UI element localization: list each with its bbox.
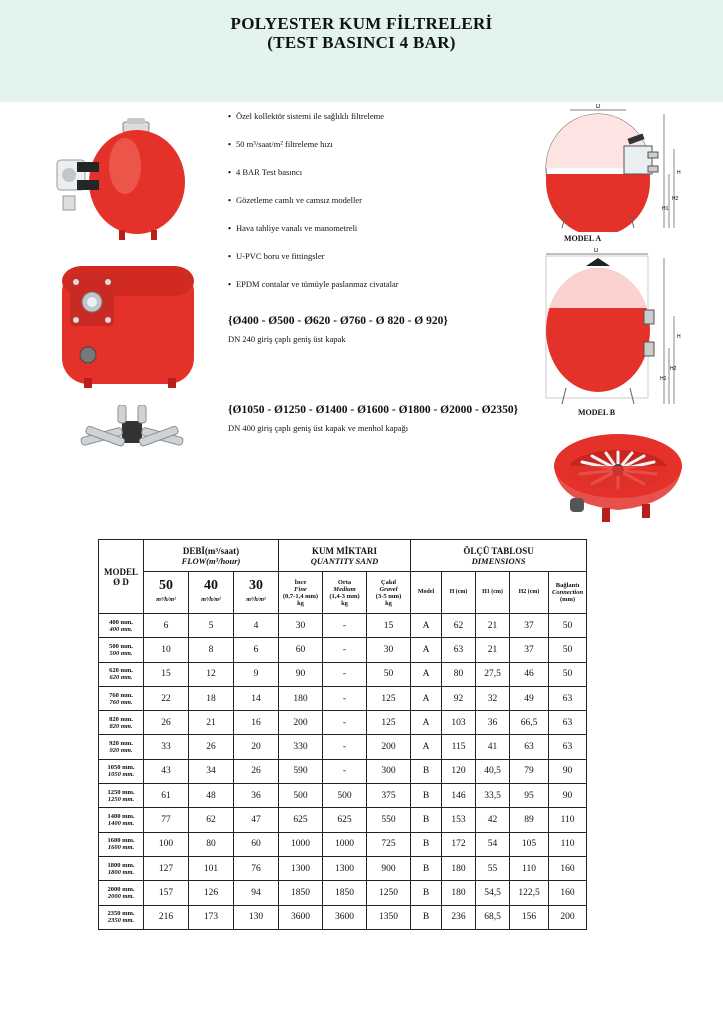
spec-table — [98, 539, 587, 930]
feature-list — [228, 110, 528, 306]
table-cell: 6 — [144, 614, 189, 638]
table-cell: 36 — [234, 784, 279, 808]
table-cell: 55 — [476, 856, 510, 880]
table-row — [99, 784, 587, 808]
table-cell: 216 — [144, 905, 189, 929]
model-a-diagram — [536, 104, 686, 232]
table-cell: 20 — [234, 735, 279, 759]
model-header: MODEL Ø D — [99, 540, 144, 614]
table-cell: 21 — [189, 711, 234, 735]
table-cell: B — [411, 905, 442, 929]
table-cell: 90 — [549, 759, 587, 783]
table-cell: 200 — [549, 905, 587, 929]
row-model-cell: 1800 mm. 1800 mm. — [99, 856, 144, 880]
table-cell: 50 — [549, 662, 587, 686]
table-cell: 900 — [367, 856, 411, 880]
table-cell: 180 — [442, 881, 476, 905]
table-cell: 26 — [234, 759, 279, 783]
dim-d-label: D — [594, 248, 599, 254]
table-cell: 18 — [189, 686, 234, 710]
table-cell: B — [411, 808, 442, 832]
table-cell: 1300 — [323, 856, 367, 880]
feature-item: • Gözetleme camlı ve camsız modeller — [228, 195, 363, 205]
row-model-cell: 920 mm. 920 mm. — [99, 735, 144, 759]
table-cell: 90 — [279, 662, 323, 686]
table-cell: 54,5 — [476, 881, 510, 905]
table-cell: 33,5 — [476, 784, 510, 808]
table-cell: 12 — [189, 662, 234, 686]
dim-h-label: H — [677, 170, 681, 176]
table-cell: 40,5 — [476, 759, 510, 783]
flow-col-header: 40 m³/h/m² — [189, 572, 234, 614]
sand-col-header: İnce Fine (0,7-1,4 mm) kg — [279, 572, 323, 614]
table-cell: 21 — [476, 614, 510, 638]
table-cell: 89 — [510, 808, 549, 832]
table-cell: 156 — [510, 905, 549, 929]
table-cell: 22 — [144, 686, 189, 710]
table-cell: 500 — [323, 784, 367, 808]
table-cell: 172 — [442, 832, 476, 856]
row-model-cell: 2000 mm. 2000 mm. — [99, 881, 144, 905]
table-row — [99, 832, 587, 856]
feature-item: • Özel kollektör sistemi ile sağlıklı filtreleme — [228, 111, 384, 121]
table-cell: 63 — [549, 686, 587, 710]
table-cell: 1000 — [323, 832, 367, 856]
group-b-sizes: {Ø1050 - Ø1250 - Ø1400 - Ø1600 - Ø1800 - Ø2000 - Ø2350} — [228, 404, 519, 416]
table-cell: 46 — [510, 662, 549, 686]
table-cell: - — [323, 638, 367, 662]
table-cell: 80 — [189, 832, 234, 856]
group-b-note: DN 400 giriş çaplı geniş üst kapak ve menhol kapağı — [228, 423, 409, 433]
row-model-cell: 2350 mm. 2350 mm. — [99, 905, 144, 929]
dim-h2-label: H2 — [672, 196, 679, 202]
table-cell: - — [323, 735, 367, 759]
table-cell: 146 — [442, 784, 476, 808]
table-cell: 1250 — [367, 881, 411, 905]
table-cell: 130 — [234, 905, 279, 929]
table-cell: 60 — [279, 638, 323, 662]
table-cell: 725 — [367, 832, 411, 856]
table-cell: 34 — [189, 759, 234, 783]
row-model-cell: 760 mm. 760 mm. — [99, 686, 144, 710]
dim-h1-label: H1 — [660, 376, 667, 382]
table-cell: 90 — [549, 784, 587, 808]
table-cell: - — [323, 759, 367, 783]
feature-item: • EPDM contalar ve tümüyle paslanmaz civatalar — [228, 279, 399, 289]
table-cell: 50 — [367, 662, 411, 686]
dim-h1-label: H1 — [662, 206, 669, 212]
table-cell: 63 — [549, 711, 587, 735]
dim-h-label: H — [677, 334, 681, 340]
table-cell: 375 — [367, 784, 411, 808]
table-cell: 9 — [234, 662, 279, 686]
table-cell: 95 — [510, 784, 549, 808]
table-cell: B — [411, 784, 442, 808]
table-cell: B — [411, 856, 442, 880]
filter-top-mount-image — [58, 260, 198, 390]
table-cell: 157 — [144, 881, 189, 905]
table-row — [99, 905, 587, 929]
table-cell: 110 — [510, 856, 549, 880]
table-cell: 330 — [279, 735, 323, 759]
table-cell: 79 — [510, 759, 549, 783]
table-cell: B — [411, 881, 442, 905]
table-cell: 43 — [144, 759, 189, 783]
table-cell: 122,5 — [510, 881, 549, 905]
row-model-cell: 1050 mm. 1050 mm. — [99, 759, 144, 783]
filter-bowl-image — [552, 432, 684, 526]
table-row — [99, 881, 587, 905]
model-b-caption: MODEL B — [578, 408, 616, 417]
table-cell: 125 — [367, 711, 411, 735]
row-model-cell: 500 mm. 500 mm. — [99, 638, 144, 662]
table-cell: 8 — [189, 638, 234, 662]
table-cell: 15 — [144, 662, 189, 686]
row-model-cell: 820 mm. 820 mm. — [99, 711, 144, 735]
table-cell: 127 — [144, 856, 189, 880]
table-row — [99, 711, 587, 735]
page-subtitle: (TEST BASINCI 4 BAR) — [267, 33, 456, 52]
table-cell: 500 — [279, 784, 323, 808]
table-cell: 101 — [189, 856, 234, 880]
table-cell: 1300 — [279, 856, 323, 880]
table-cell: 33 — [144, 735, 189, 759]
table-cell: 26 — [189, 735, 234, 759]
table-row — [99, 662, 587, 686]
model-b-diagram — [536, 248, 686, 408]
table-cell: 49 — [510, 686, 549, 710]
table-cell: 4 — [234, 614, 279, 638]
table-cell: 3600 — [323, 905, 367, 929]
row-model-cell: 1250 mm. 1250 mm. — [99, 784, 144, 808]
table-cell: 62 — [189, 808, 234, 832]
table-cell: 77 — [144, 808, 189, 832]
feature-item: • 50 m³/saat/m² filtreleme hızı — [228, 139, 333, 149]
filter-side-mount-image — [55, 118, 185, 243]
flow-col-header: 30 m³/h/m² — [234, 572, 279, 614]
table-cell: 10 — [144, 638, 189, 662]
table-cell: 180 — [442, 856, 476, 880]
group-a-note: DN 240 giriş çaplı geniş üst kapak — [228, 334, 346, 344]
table-cell: 125 — [367, 686, 411, 710]
table-cell: 236 — [442, 905, 476, 929]
table-cell: 37 — [510, 638, 549, 662]
table-cell: 42 — [476, 808, 510, 832]
dim-col-header: H (cm) — [442, 572, 476, 614]
table-cell: 6 — [234, 638, 279, 662]
row-model-cell: 620 mm. 620 mm. — [99, 662, 144, 686]
table-cell: 36 — [476, 711, 510, 735]
collector-image — [78, 405, 188, 465]
table-cell: 27,5 — [476, 662, 510, 686]
table-cell: 1350 — [367, 905, 411, 929]
table-cell: 115 — [442, 735, 476, 759]
table-cell: 625 — [279, 808, 323, 832]
sand-col-header: Orta Medium (1,4-3 mm) kg — [323, 572, 367, 614]
row-model-cell: 1600 mm. 1600 mm. — [99, 832, 144, 856]
feature-item: • Hava tahliye vanalı ve manometreli — [228, 223, 358, 233]
table-cell: A — [411, 662, 442, 686]
feature-item: • 4 BAR Test basıncı — [228, 167, 303, 177]
sand-header: KUM MİKTARI QUANTITY SAND — [279, 540, 411, 572]
table-cell: 30 — [279, 614, 323, 638]
table-cell: - — [323, 662, 367, 686]
table-cell: 94 — [234, 881, 279, 905]
table-cell: 14 — [234, 686, 279, 710]
group-a-sizes: {Ø400 - Ø500 - Ø620 - Ø760 - Ø 820 - Ø 920} — [228, 315, 448, 327]
row-model-cell: 400 mm. 400 mm. — [99, 614, 144, 638]
table-cell: 80 — [442, 662, 476, 686]
table-cell: 160 — [549, 856, 587, 880]
table-row — [99, 856, 587, 880]
table-cell: 63 — [510, 735, 549, 759]
table-cell: A — [411, 711, 442, 735]
table-row — [99, 614, 587, 638]
table-row — [99, 686, 587, 710]
table-cell: 62 — [442, 614, 476, 638]
table-cell: 60 — [234, 832, 279, 856]
table-cell: 21 — [476, 638, 510, 662]
table-row — [99, 638, 587, 662]
table-cell: 180 — [279, 686, 323, 710]
model-a-caption: MODEL A — [564, 234, 602, 243]
table-cell: 5 — [189, 614, 234, 638]
table-cell: 105 — [510, 832, 549, 856]
table-cell: 100 — [144, 832, 189, 856]
table-cell: 47 — [234, 808, 279, 832]
table-cell: 76 — [234, 856, 279, 880]
feature-item: • U-PVC boru ve fittingsler — [228, 251, 325, 261]
table-cell: 1000 — [279, 832, 323, 856]
table-cell: 30 — [367, 638, 411, 662]
table-row — [99, 808, 587, 832]
table-cell: A — [411, 735, 442, 759]
table-cell: 41 — [476, 735, 510, 759]
table-row — [99, 759, 587, 783]
dim-col-header: H1 (cm) — [476, 572, 510, 614]
table-cell: 126 — [189, 881, 234, 905]
sand-col-header: Çakıl Gravel (3-5 mm) kg — [367, 572, 411, 614]
table-cell: 63 — [442, 638, 476, 662]
table-cell: 550 — [367, 808, 411, 832]
table-cell: 15 — [367, 614, 411, 638]
table-cell: 625 — [323, 808, 367, 832]
flow-header: DEBİ(m³/saat) FLOW(m³/hour) — [144, 540, 279, 572]
table-cell: A — [411, 638, 442, 662]
table-cell: 50 — [549, 638, 587, 662]
row-model-cell: 1400 mm. 1400 mm. — [99, 808, 144, 832]
flow-col-header: 50 m³/h/m² — [144, 572, 189, 614]
table-cell: 1850 — [323, 881, 367, 905]
table-cell: 50 — [549, 614, 587, 638]
dim-col-header: Model — [411, 572, 442, 614]
table-cell: A — [411, 686, 442, 710]
table-cell: 26 — [144, 711, 189, 735]
table-cell: 200 — [367, 735, 411, 759]
table-cell: B — [411, 832, 442, 856]
dim-h2-label: H2 — [670, 366, 677, 372]
connection-header: Bağlantı Connection (mm) — [549, 572, 587, 614]
table-cell: 48 — [189, 784, 234, 808]
table-cell: 63 — [549, 735, 587, 759]
table-cell: 16 — [234, 711, 279, 735]
table-row — [99, 735, 587, 759]
table-cell: - — [323, 686, 367, 710]
table-cell: 160 — [549, 881, 587, 905]
table-cell: 61 — [144, 784, 189, 808]
table-cell: 3600 — [279, 905, 323, 929]
table-cell: 32 — [476, 686, 510, 710]
table-cell: 68,5 — [476, 905, 510, 929]
table-cell: 92 — [442, 686, 476, 710]
table-cell: - — [323, 614, 367, 638]
spec-table-body — [99, 614, 587, 930]
dim-col-header: H2 (cm) — [510, 572, 549, 614]
table-cell: 590 — [279, 759, 323, 783]
table-cell: 120 — [442, 759, 476, 783]
table-cell: B — [411, 759, 442, 783]
table-cell: 110 — [549, 832, 587, 856]
table-cell: 54 — [476, 832, 510, 856]
table-cell: 200 — [279, 711, 323, 735]
table-cell: 1850 — [279, 881, 323, 905]
table-cell: - — [323, 711, 367, 735]
table-cell: 300 — [367, 759, 411, 783]
table-cell: 110 — [549, 808, 587, 832]
table-cell: 66,5 — [510, 711, 549, 735]
table-cell: A — [411, 614, 442, 638]
table-cell: 173 — [189, 905, 234, 929]
dimensions-header: ÖLÇÜ TABLOSU DIMENSIONS — [411, 540, 587, 572]
table-cell: 153 — [442, 808, 476, 832]
dim-d-label: D — [596, 104, 601, 110]
table-cell: 103 — [442, 711, 476, 735]
page-title: POLYESTER KUM FİLTRELERİ — [230, 14, 493, 33]
table-cell: 37 — [510, 614, 549, 638]
